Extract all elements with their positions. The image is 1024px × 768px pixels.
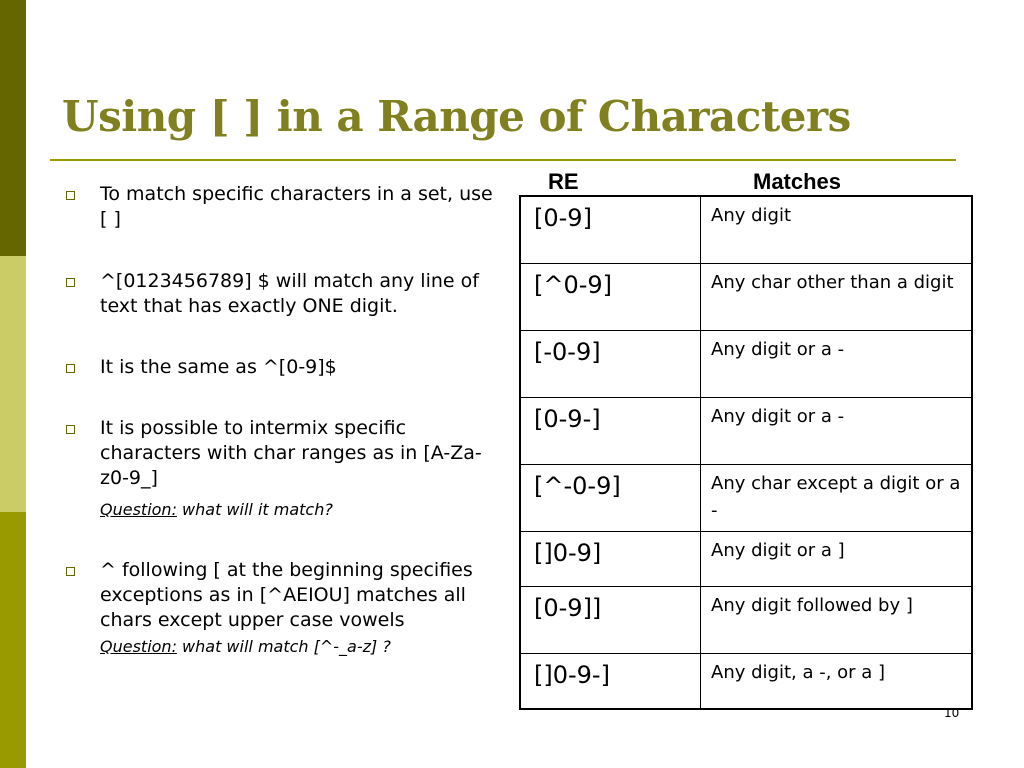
square-bullet-icon [66, 425, 75, 434]
bullet-text: ^ following [ at the beginning specifies exceptions as in [^AEIOU] matches all chars except upper case vowels [100, 559, 473, 631]
match-cell: Any char other than a digit [701, 264, 973, 331]
table-row [520, 196, 972, 264]
square-bullet-icon [66, 278, 75, 287]
bullet-text: It is the same as ^[0-9]$ [100, 356, 337, 378]
bullet-text: To match specific characters in a set, use [ ] [100, 183, 493, 230]
re-cell: [0-9]] [520, 587, 701, 654]
match-cell: Any digit or a - [701, 398, 973, 465]
re-cell: []0-9] [520, 532, 701, 587]
square-bullet-icon [66, 364, 75, 373]
question-label: Question: [100, 637, 177, 656]
bullet-item [64, 558, 494, 658]
table-row [520, 587, 972, 654]
re-cell: [^-0-9] [520, 465, 701, 532]
match-cell: Any digit, a -, or a ] [701, 654, 973, 710]
question-line [100, 499, 494, 521]
table-row [520, 532, 972, 587]
square-bullet-icon [66, 567, 75, 576]
match-cell: Any char except a digit or a - [701, 465, 973, 532]
bullet-item [64, 416, 494, 521]
match-cell: Any digit [701, 196, 973, 264]
table-row [520, 331, 972, 398]
re-cell: [0-9] [520, 196, 701, 264]
matches-column-header: Matches [753, 169, 842, 194]
re-cell: [-0-9] [520, 331, 701, 398]
question-line [100, 636, 494, 658]
square-bullet-icon [66, 191, 75, 200]
bullet-item [64, 269, 494, 319]
bullet-item [64, 182, 494, 232]
sidebar-stripe-light [0, 256, 26, 512]
match-cell: Any digit or a - [701, 331, 973, 398]
re-cell: [^0-9] [520, 264, 701, 331]
bullet-text: ^[0123456789] $ will match any line of text that has exactly ONE digit. [100, 270, 479, 317]
table-row [520, 654, 972, 710]
page-number: 10 [944, 706, 960, 720]
question-text: what will match [^-_a-z] ? [176, 637, 391, 656]
table-row [520, 264, 972, 331]
re-cell: []0-9-] [520, 654, 701, 710]
bullet-list [64, 182, 494, 658]
sidebar-stripe-mid [0, 512, 26, 768]
question-text: what will it match? [176, 500, 333, 519]
match-cell: Any digit followed by ] [701, 587, 973, 654]
regex-table [519, 195, 973, 710]
match-cell: Any digit or a ] [701, 532, 973, 587]
sidebar-stripe-dark [0, 0, 26, 256]
re-column-header: RE [548, 169, 579, 194]
slide-title: Using [ ] in a Range of Characters [62, 92, 851, 141]
table-row [520, 398, 972, 465]
bullet-text: It is possible to intermix specific characters with char ranges as in [A-Za-z0-9_] [100, 417, 482, 489]
question-label: Question: [100, 500, 177, 519]
title-divider [50, 159, 956, 161]
bullet-item [64, 355, 494, 380]
re-cell: [0-9-] [520, 398, 701, 465]
table-row [520, 465, 972, 532]
